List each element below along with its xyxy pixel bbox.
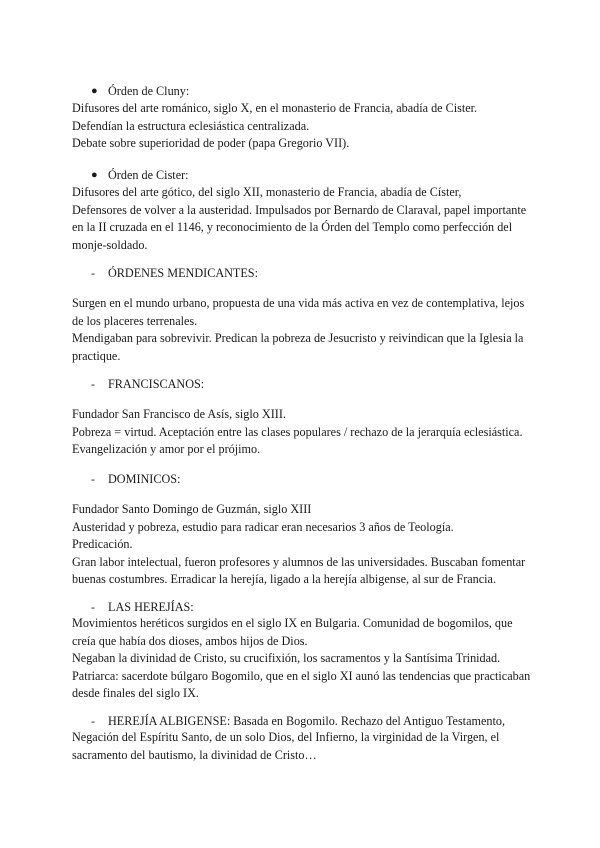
- text-line: practique.: [72, 348, 121, 363]
- text-line: Defensores de volver a la austeridad. Impulsados por Bernardo de Claraval, papel importante: [72, 202, 527, 217]
- text-line: Austeridad y pobreza, estudio para radicar eran necesarios 3 años de Teología.: [72, 519, 454, 534]
- text-line: Gran labor intelectual, fueron profesores y alumnos de las universidades. Buscaban fomentar: [72, 554, 526, 569]
- section-body-cister: [72, 184, 532, 254]
- dash-marker: -: [91, 472, 95, 486]
- text-line: creía que había dos dioses, ambos hijos de Dios.: [72, 633, 308, 648]
- dash-marker: -: [91, 377, 95, 391]
- text-line: Debate sobre superioridad de poder (papa Gregorio VII).: [72, 136, 350, 150]
- text-line: Negación del Espíritu Santo, de un solo Dios, del Infierno, la virginidad de la Virgen, el: [72, 730, 500, 744]
- dash-marker: -: [91, 600, 95, 614]
- text-line: monje-soldado.: [72, 237, 148, 252]
- text-line: buenas costumbres. Erradicar la herejía, ligado a la herejía albigense, al sur de Francia.: [72, 572, 497, 586]
- dash-marker: -: [91, 266, 95, 280]
- text-line: Difusores del arte gótico, del siglo XII, monasterio de Francia, abadía de Císter,: [72, 185, 462, 199]
- section-heading-franciscanos: FRANCISCANOS:: [108, 377, 205, 391]
- section-body-mendicantes: [72, 295, 532, 365]
- bullet-marker: ●: [91, 169, 98, 181]
- text-line: en la II cruzada en el 1146, y reconocimiento de la Órden del Templo como perfección del: [72, 220, 513, 234]
- section-body-cluny: [72, 100, 532, 153]
- text-line: sacramento del bautismo, la divinidad de Cristo…: [72, 747, 317, 762]
- text-line: Predicación.: [72, 537, 133, 551]
- text-line: Patriarca: sacerdote búlgaro Bogomilo, que en el siglo XI aunó las tendencias que practicaban: [72, 668, 531, 683]
- section-heading-cister: Órden de Cister:: [108, 168, 189, 182]
- text-line: Fundador Santo Domingo de Guzmán, siglo XIII: [72, 502, 312, 516]
- text-line: Negaban la divinidad de Cristo, su crucifixión, los sacramentos y la Santísima Trinidad.: [72, 651, 501, 665]
- text-line: Movimientos heréticos surgidos en el siglo IX en Bulgaria. Comunidad de bogomilos, que: [72, 616, 513, 630]
- text-line: desde finales del siglo IX.: [72, 686, 199, 700]
- dash-marker: -: [91, 714, 95, 728]
- section-heading-albigense: HEREJÍA ALBIGENSE: Basada en Bogomilo. Rechazo del Antiguo Testamento,: [108, 714, 505, 728]
- section-heading-dominicos: DOMINICOS:: [108, 472, 181, 486]
- text-line: Evangelización y amor por el prójimo.: [72, 442, 261, 456]
- section-body-dominicos: [72, 501, 532, 589]
- section-heading-herejias: LAS HEREJÍAS:: [108, 600, 194, 614]
- bullet-marker: ●: [91, 85, 98, 97]
- text-line: Surgen en el mundo urbano, propuesta de una vida más activa en vez de contemplativa, lejos: [72, 296, 525, 310]
- text-line: Defendían la estructura eclesiástica centralizada.: [72, 118, 310, 133]
- text-line: Difusores del arte románico, siglo X, en el monasterio de Francia, abadía de Cister.: [72, 101, 478, 115]
- section-body-herejias: [72, 615, 532, 703]
- text-line: Pobreza = virtud. Aceptación entre las clases populares / rechazo de la jerarquía eclesiástica.: [72, 424, 523, 439]
- section-heading-mendicantes: ÓRDENES MENDICANTES:: [108, 266, 258, 280]
- section-body-albigense: [72, 729, 532, 764]
- text-line: de los placeres terrenales.: [72, 313, 198, 328]
- section-heading-cluny: Órden de Cluny:: [108, 84, 190, 98]
- section-body-franciscanos: [72, 406, 532, 459]
- text-line: Mendigaban para sobrevivir. Predican la pobreza de Jesucristo y reivindican que la Iglesia la: [72, 331, 524, 345]
- text-line: Fundador San Francisco de Asís, siglo XIII.: [72, 407, 286, 421]
